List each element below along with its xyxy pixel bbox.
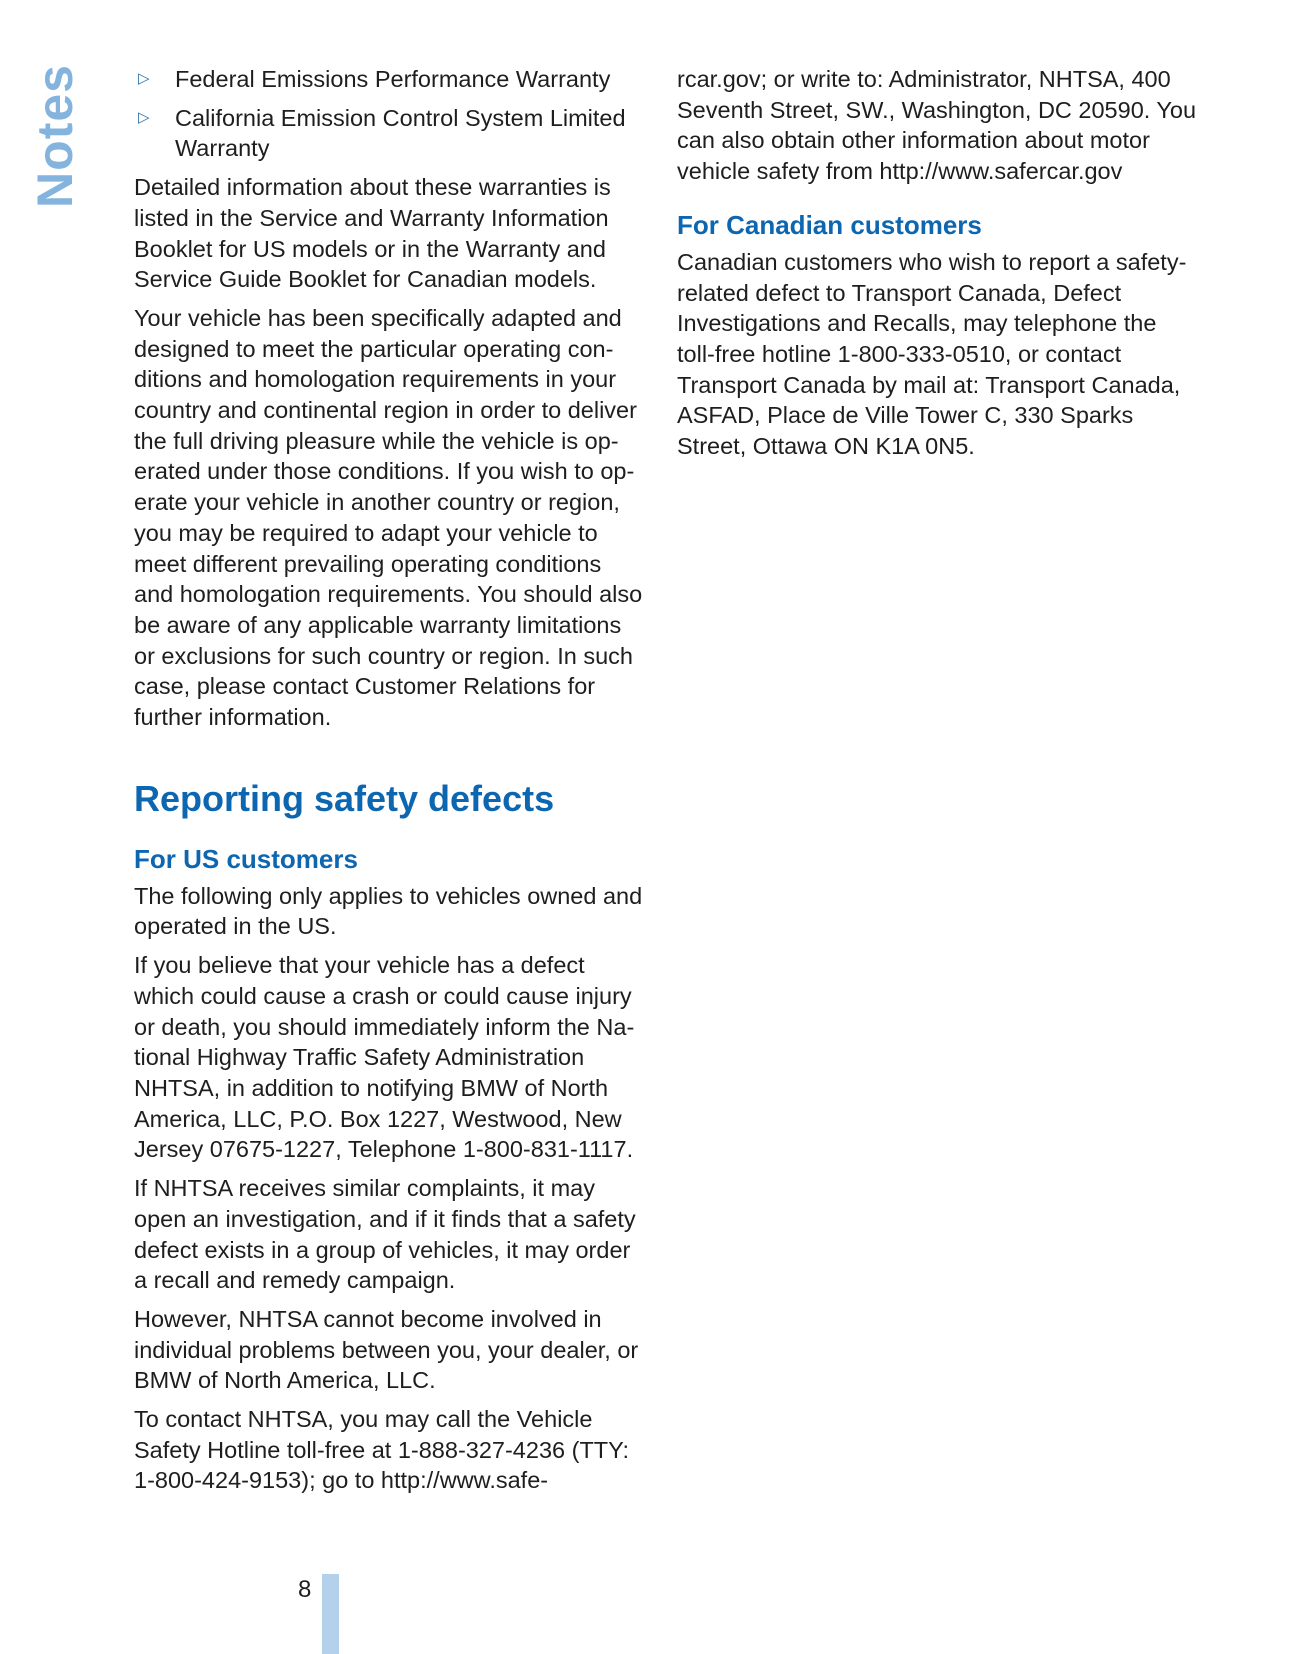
page-number: 8 xyxy=(298,1576,312,1603)
paragraph: The following only applies to vehicles owned and operated in the US. xyxy=(134,882,643,940)
list-item xyxy=(134,64,644,95)
paragraph: However, NHTSA cannot become involved in individual problems between you, your dealer, or BMW of North America, LLC. xyxy=(134,1305,639,1394)
section-title: Reporting safety defects xyxy=(134,777,555,819)
warranty-list xyxy=(134,64,644,164)
triangle-right-icon: ▷ xyxy=(138,108,150,126)
paragraph: If NHTSA receives similar complaints, it may open an investigation, and if it finds that a safety defect exists in a group of vehicles, it may order a recall and remedy campaign. xyxy=(134,1175,636,1294)
paragraph: Your vehicle has been specifically adapted and designed to meet the particular operating conditions and homologation requirements in your country and continental region in order to deliver the full driving pleasure while the vehicle is operated under those conditions. If you wish to operate your vehicle in another country or region, you may be required to adapt your vehicle to meet different prevailing operating conditions and homologation requirements. You should also be aware of any applicable warranty limitations or exclusions for such country or region. In such case, please contact Customer Relations for further information. xyxy=(134,304,643,731)
list-item-text: Federal Emissions Performance Warranty xyxy=(175,66,611,92)
notes-side-tab-label: Notes xyxy=(27,64,83,208)
right-column xyxy=(677,64,1197,470)
page-marker-bar xyxy=(322,1574,339,1654)
list-item-text: California Emission Control System Limited Warranty xyxy=(175,104,626,162)
list-item xyxy=(134,103,644,164)
notes-side-tab xyxy=(27,62,83,210)
paragraph: If you believe that your vehicle has a defect which could cause a crash or could cause injury or death, you should immediately inform the National Highway Traffic Safety Administration NHTSA, in addition to notifying BMW of North America, LLC, P.O. Box 1227, Westwood, New Jersey 07675-1227, Telephone 1-800-831-1117. xyxy=(134,952,635,1163)
triangle-right-icon: ▷ xyxy=(138,70,150,87)
paragraph: rcar.gov; or write to: Administrator, NHTSA, 400 Seventh Street, SW., Washington, DC 20590. You can also obtain other information about motor vehicle safety from http://www.safercar.gov xyxy=(677,66,1197,185)
canadian-customers-heading: For Canadian customers xyxy=(677,209,982,240)
us-customers-heading: For US customers xyxy=(134,843,358,874)
left-column xyxy=(134,64,644,1504)
paragraph: Detailed information about these warranties is listed in the Service and Warranty Information Booklet for US models or in the Warranty and Service Guide Booklet for Canadian models. xyxy=(134,174,611,293)
paragraph: Canadian customers who wish to report a safety-related defect to Transport Canada, Defect Investigations and Recalls, may telephone the toll-free hotline 1-800-333-0510, or contact Transport Canada by mail at: Transport Canada, ASFAD, Place de Ville Tower C, 330 Sparks Street, Ottawa ON K1A 0N5. xyxy=(677,248,1187,460)
paragraph: To contact NHTSA, you may call the Vehicle Safety Hotline toll-free at 1-888-327-4236 (TTY: 1-800-424-9153); go to http://www.safe- xyxy=(134,1406,630,1494)
